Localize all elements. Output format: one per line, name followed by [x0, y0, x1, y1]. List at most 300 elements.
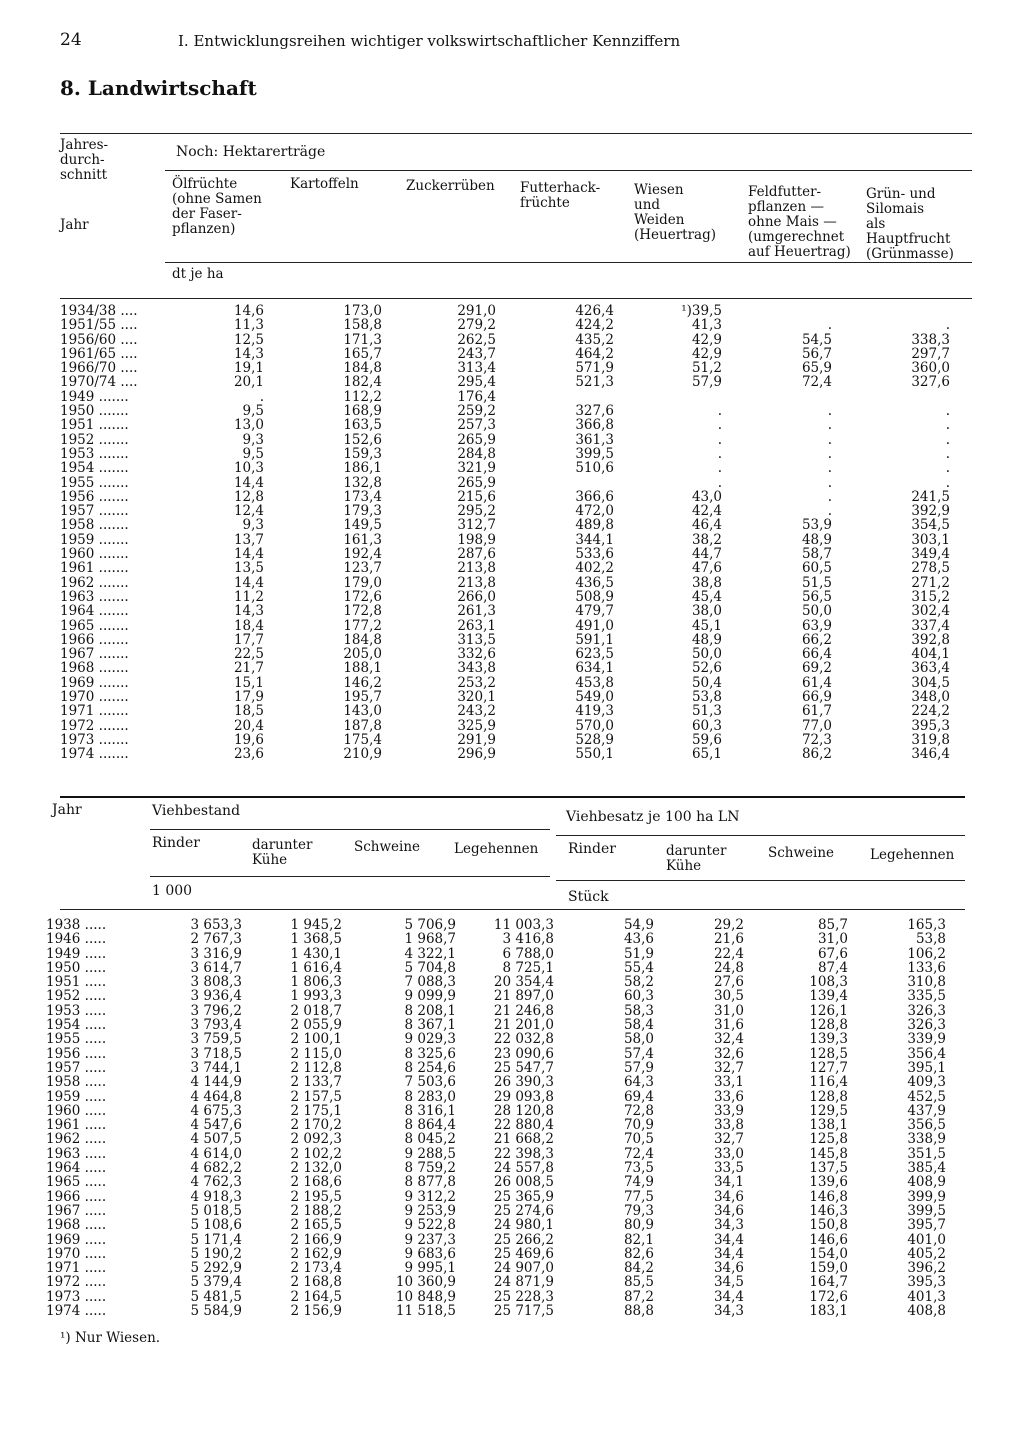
- cell-oelfruechte: 13,0: [233, 417, 264, 434]
- cell-kuehe-ha: 31,0: [713, 1002, 744, 1019]
- cell-kuehe: 2 132,0: [290, 1160, 342, 1177]
- table-row: [46, 1175, 966, 1189]
- table-row: [60, 690, 972, 704]
- cell-zuckerrueben: 253,2: [457, 674, 496, 691]
- table-row: [60, 476, 972, 490]
- row-year: 1973 .......: [60, 731, 129, 748]
- cell-oelfruechte: 12,5: [233, 331, 264, 348]
- cell-zuckerrueben: 198,9: [457, 531, 496, 548]
- cell-oelfruechte: 14,6: [233, 303, 264, 319]
- cell-zuckerrueben: 295,4: [457, 374, 496, 391]
- row-year: 1964 .......: [60, 603, 129, 620]
- cell-wiesen: 46,4: [691, 517, 722, 534]
- cell-kuehe: 2 156,9: [290, 1303, 342, 1320]
- cell-schweine: 9 683,6: [404, 1245, 456, 1262]
- row-year: 1962 .....: [46, 1131, 107, 1148]
- row-year: 1960 .....: [46, 1102, 107, 1119]
- cell-rinder-ha: 54,9: [623, 917, 654, 933]
- cell-feldfutter: 50,0: [801, 603, 832, 620]
- table-row: [60, 590, 972, 604]
- cell-gruenmais: 392,9: [911, 503, 950, 520]
- cell-kuehe: 2 168,6: [290, 1174, 342, 1191]
- cell-schweine-ha: 159,0: [809, 1260, 848, 1277]
- cell-rinder: 5 481,5: [190, 1288, 242, 1305]
- row-year: 1955 .....: [46, 1031, 107, 1048]
- cell-rinder: 5 190,2: [190, 1245, 242, 1262]
- cell-zuckerrueben: 266,0: [457, 588, 496, 605]
- cell-zuckerrueben: 213,8: [457, 574, 496, 591]
- cell-feldfutter: 66,4: [801, 646, 832, 663]
- cell-futterhackfruechte: 570,0: [575, 717, 614, 734]
- cell-kuehe-ha: 34,3: [713, 1303, 744, 1320]
- cell-rinder: 4 507,5: [190, 1131, 242, 1148]
- cell-rinder: 5 018,5: [190, 1202, 242, 1219]
- cell-wiesen: 65,1: [691, 746, 722, 763]
- cell-kuehe: 2 157,5: [290, 1088, 342, 1105]
- cell-rinder: 3 614,7: [190, 959, 242, 976]
- cell-wiesen: 47,6: [691, 560, 722, 577]
- cell-feldfutter: .: [827, 317, 832, 334]
- cell-schweine-ha: 108,3: [809, 974, 848, 991]
- cell-futterhackfruechte: 634,1: [575, 660, 614, 677]
- table-row: [46, 1061, 966, 1075]
- table-row: [46, 932, 966, 946]
- cell-schweine: 10 360,9: [395, 1274, 456, 1291]
- table-row: [60, 704, 972, 718]
- table1-col-kartoffeln: Kartoffeln: [290, 176, 359, 192]
- cell-kuehe: 2 133,7: [290, 1074, 342, 1091]
- cell-futterhackfruechte: 491,0: [575, 617, 614, 634]
- cell-schweine-ha: 128,8: [809, 1088, 848, 1105]
- row-year: 1957 .....: [46, 1059, 107, 1076]
- cell-schweine: 8 877,8: [404, 1174, 456, 1191]
- cell-rinder: 3 793,4: [190, 1017, 242, 1034]
- cell-gruenmais: 349,4: [911, 546, 950, 563]
- cell-wiesen: 42,9: [691, 331, 722, 348]
- cell-zuckerrueben: 295,2: [457, 503, 496, 520]
- cell-gruenmais: 392,8: [911, 631, 950, 648]
- cell-schweine-ha: 139,4: [809, 988, 848, 1005]
- table-row: [46, 918, 966, 932]
- cell-schweine-ha: 129,5: [809, 1102, 848, 1119]
- cell-kartoffeln: 173,4: [343, 488, 382, 505]
- cell-rinder-ha: 58,3: [623, 1002, 654, 1019]
- table2-col-rinder: Rinder: [152, 835, 200, 851]
- cell-wiesen: 53,8: [691, 689, 722, 706]
- table-row: [46, 1147, 966, 1161]
- cell-oelfruechte: 15,1: [233, 674, 264, 691]
- cell-schweine-ha: 137,5: [809, 1160, 848, 1177]
- cell-zuckerrueben: 262,5: [457, 331, 496, 348]
- cell-oelfruechte: 10,3: [233, 460, 264, 477]
- cell-legehennen: 28 120,8: [493, 1102, 554, 1119]
- table-row: [46, 961, 966, 975]
- table-row: [46, 1304, 966, 1318]
- table1-group-rule: [165, 170, 972, 171]
- cell-kuehe: 2 115,0: [290, 1045, 342, 1062]
- cell-rinder-ha: 72,8: [623, 1102, 654, 1119]
- cell-futterhackfruechte: 366,6: [575, 488, 614, 505]
- cell-feldfutter: .: [827, 488, 832, 505]
- cell-kuehe: 1 616,4: [290, 959, 342, 976]
- table-row: [60, 375, 972, 389]
- cell-kartoffeln: 179,0: [343, 574, 382, 591]
- cell-rinder: 3 796,2: [190, 1002, 242, 1019]
- table-row: [46, 1161, 966, 1175]
- cell-rinder-ha: 87,2: [623, 1288, 654, 1305]
- cell-rinder: 3 718,5: [190, 1045, 242, 1062]
- cell-kuehe-ha: 33,5: [713, 1160, 744, 1177]
- cell-schweine-ha: 128,8: [809, 1017, 848, 1034]
- cell-legehennen-ha: 326,3: [907, 1017, 946, 1034]
- cell-wiesen: .: [717, 460, 722, 477]
- cell-kartoffeln: 175,4: [343, 731, 382, 748]
- cell-wiesen: 42,4: [691, 503, 722, 520]
- row-year: 1934/38 ....: [60, 303, 138, 319]
- table-row: [46, 1275, 966, 1289]
- table1-col-feldfutter: Feldfutter- pflanzen — ohne Mais — (umgerechnet auf Heuertrag): [748, 184, 851, 260]
- cell-kartoffeln: 163,5: [343, 417, 382, 434]
- cell-kartoffeln: 184,8: [343, 360, 382, 377]
- cell-futterhackfruechte: 464,2: [575, 345, 614, 362]
- cell-feldfutter: 69,2: [801, 660, 832, 677]
- cell-schweine: 8 254,6: [404, 1059, 456, 1076]
- row-year: 1972 .....: [46, 1274, 107, 1291]
- table-row: [46, 1261, 966, 1275]
- cell-kuehe: 2 166,9: [290, 1231, 342, 1248]
- cell-kartoffeln: 168,9: [343, 403, 382, 420]
- table2-unit-rule-left: [150, 876, 550, 877]
- cell-rinder: 4 682,2: [190, 1160, 242, 1177]
- table-row: [60, 719, 972, 733]
- cell-rinder-ha: 58,2: [623, 974, 654, 991]
- cell-legehennen-ha: 339,9: [907, 1031, 946, 1048]
- cell-schweine-ha: 183,1: [809, 1303, 848, 1320]
- cell-schweine-ha: 146,6: [809, 1231, 848, 1248]
- row-year: 1963 .....: [46, 1145, 107, 1162]
- table-row: [60, 390, 972, 404]
- cell-rinder: 5 379,4: [190, 1274, 242, 1291]
- cell-legehennen: 21 668,2: [493, 1131, 554, 1148]
- cell-kartoffeln: 182,4: [343, 374, 382, 391]
- table2-col-kuehe: darunter Kühe: [252, 837, 313, 868]
- cell-kartoffeln: 187,8: [343, 717, 382, 734]
- cell-feldfutter: 66,2: [801, 631, 832, 648]
- cell-schweine-ha: 146,3: [809, 1202, 848, 1219]
- cell-feldfutter: 54,5: [801, 331, 832, 348]
- cell-legehennen: 21 246,8: [493, 1002, 554, 1019]
- cell-legehennen: 21 897,0: [493, 988, 554, 1005]
- table-row: [46, 1104, 966, 1118]
- cell-futterhackfruechte: 453,8: [575, 674, 614, 691]
- cell-schweine-ha: 139,6: [809, 1174, 848, 1191]
- cell-feldfutter: 72,3: [801, 731, 832, 748]
- cell-rinder-ha: 70,9: [623, 1117, 654, 1134]
- row-year: 1949 .....: [46, 945, 107, 962]
- row-year: 1949 .......: [60, 388, 129, 405]
- row-year: 1958 .....: [46, 1074, 107, 1091]
- table-row: [46, 1190, 966, 1204]
- cell-legehennen: 26 008,5: [493, 1174, 554, 1191]
- table2-body-rule: [60, 909, 965, 910]
- cell-schweine-ha: 67,6: [817, 945, 848, 962]
- cell-wiesen: 57,9: [691, 374, 722, 391]
- cell-rinder: 4 464,8: [190, 1088, 242, 1105]
- cell-rinder: 5 108,6: [190, 1217, 242, 1234]
- cell-legehennen-ha: 396,2: [907, 1260, 946, 1277]
- table2-group-viehbestand: Viehbestand: [152, 803, 241, 819]
- cell-legehennen-ha: 437,9: [907, 1102, 946, 1119]
- row-year: 1974 .......: [60, 746, 129, 763]
- row-year: 1973 .....: [46, 1288, 107, 1305]
- table-row: [46, 989, 966, 1003]
- table2-group-rule-right: [556, 835, 965, 836]
- cell-kartoffeln: 123,7: [343, 560, 382, 577]
- row-year: 1950 .....: [46, 959, 107, 976]
- table-row: [60, 633, 972, 647]
- table-row: [60, 318, 972, 332]
- cell-zuckerrueben: 261,3: [457, 603, 496, 620]
- cell-oelfruechte: 11,3: [233, 317, 264, 334]
- cell-schweine: 11 518,5: [395, 1303, 456, 1320]
- table-row: [46, 1118, 966, 1132]
- row-year: 1972 .......: [60, 717, 129, 734]
- cell-wiesen: 41,3: [691, 317, 722, 334]
- cell-gruenmais: 348,0: [911, 689, 950, 706]
- row-year: 1961 .......: [60, 560, 129, 577]
- table2-col-legehennen: Legehennen: [454, 841, 539, 857]
- cell-futterhackfruechte: 479,7: [575, 603, 614, 620]
- cell-legehennen-ha: 356,5: [907, 1117, 946, 1134]
- cell-zuckerrueben: 343,8: [457, 660, 496, 677]
- cell-futterhackfruechte: 623,5: [575, 646, 614, 663]
- table2-col-schweine: Schweine: [354, 839, 421, 855]
- cell-schweine-ha: 150,8: [809, 1217, 848, 1234]
- row-year: 1956 .....: [46, 1045, 107, 1062]
- cell-oelfruechte: 18,4: [233, 617, 264, 634]
- cell-rinder: 5 292,9: [190, 1260, 242, 1277]
- cell-schweine: 8 208,1: [404, 1002, 456, 1019]
- cell-feldfutter: .: [827, 474, 832, 491]
- row-year: 1974 .....: [46, 1303, 107, 1320]
- table2-unit-rule-right: [556, 880, 965, 881]
- cell-gruenmais: 302,4: [911, 603, 950, 620]
- cell-schweine: 7 503,6: [404, 1074, 456, 1091]
- cell-kartoffeln: 179,3: [343, 503, 382, 520]
- row-year: 1966/70 ....: [60, 360, 138, 377]
- cell-kuehe: 1 993,3: [290, 988, 342, 1005]
- cell-legehennen-ha: 452,5: [907, 1088, 946, 1105]
- cell-wiesen: 59,6: [691, 731, 722, 748]
- table-row: [60, 404, 972, 418]
- cell-rinder: 3 653,3: [190, 917, 242, 933]
- cell-feldfutter: 65,9: [801, 360, 832, 377]
- cell-schweine: 10 848,9: [395, 1288, 456, 1305]
- cell-schweine: 4 322,1: [404, 945, 456, 962]
- cell-oelfruechte: 19,6: [233, 731, 264, 748]
- cell-rinder: 4 762,3: [190, 1174, 242, 1191]
- cell-futterhackfruechte: 366,8: [575, 417, 614, 434]
- cell-schweine: 8 367,1: [404, 1017, 456, 1034]
- cell-oelfruechte: 9,5: [242, 403, 264, 420]
- table-row: [46, 1132, 966, 1146]
- cell-zuckerrueben: 265,9: [457, 474, 496, 491]
- cell-rinder-ha: 58,4: [623, 1017, 654, 1034]
- cell-oelfruechte: 23,6: [233, 746, 264, 763]
- table1-col-futterhackfruechte: Futterhack- früchte: [520, 180, 601, 211]
- cell-legehennen-ha: 405,2: [907, 1245, 946, 1262]
- cell-rinder-ha: 55,4: [623, 959, 654, 976]
- cell-kuehe-ha: 34,5: [713, 1274, 744, 1291]
- row-year: 1970/74 ....: [60, 374, 138, 391]
- cell-kuehe: 1 430,1: [290, 945, 342, 962]
- table1-col-gruenmais: Grün- und Silomais als Hauptfrucht (Grünmasse): [866, 186, 954, 262]
- footnote: ¹) Nur Wiesen.: [60, 1330, 161, 1346]
- cell-oelfruechte: 21,7: [233, 660, 264, 677]
- cell-oelfruechte: 18,5: [233, 703, 264, 720]
- table1-stub-header: Jahres- durch- schnitt: [60, 137, 109, 183]
- row-year: 1952 .......: [60, 431, 129, 448]
- row-year: 1969 .....: [46, 1231, 107, 1248]
- cell-schweine-ha: 128,5: [809, 1045, 848, 1062]
- table-row: [46, 1247, 966, 1261]
- table-row: [60, 304, 972, 318]
- row-year: 1958 .......: [60, 517, 129, 534]
- cell-legehennen: 25 274,6: [493, 1202, 554, 1219]
- table2-col-kuehe-ha: darunter Kühe: [666, 843, 727, 874]
- cell-kuehe: 2 170,2: [290, 1117, 342, 1134]
- cell-schweine: 5 706,9: [404, 917, 456, 933]
- cell-oelfruechte: 20,4: [233, 717, 264, 734]
- cell-wiesen: .: [717, 417, 722, 434]
- cell-rinder-ha: 82,1: [623, 1231, 654, 1248]
- cell-legehennen-ha: 53,8: [915, 931, 946, 948]
- row-year: 1966 .....: [46, 1188, 107, 1205]
- row-year: 1970 .....: [46, 1245, 107, 1262]
- cell-schweine: 8 325,6: [404, 1045, 456, 1062]
- page-number: 24: [60, 30, 82, 50]
- cell-schweine: 9 312,2: [404, 1188, 456, 1205]
- cell-legehennen: 25 547,7: [493, 1059, 554, 1076]
- cell-feldfutter: 86,2: [801, 746, 832, 763]
- cell-schweine-ha: 116,4: [809, 1074, 848, 1091]
- cell-futterhackfruechte: 361,3: [575, 431, 614, 448]
- table1-body: [60, 304, 972, 762]
- table-row: [46, 1290, 966, 1304]
- cell-wiesen: 50,0: [691, 646, 722, 663]
- cell-rinder-ha: 72,4: [623, 1145, 654, 1162]
- cell-oelfruechte: 20,1: [233, 374, 264, 391]
- table2-group-viehbesatz: Viehbesatz je 100 ha LN: [566, 809, 740, 825]
- cell-kuehe-ha: 33,6: [713, 1088, 744, 1105]
- cell-legehennen-ha: 338,9: [907, 1131, 946, 1148]
- row-year: 1946 .....: [46, 931, 107, 948]
- cell-kartoffeln: 149,5: [343, 517, 382, 534]
- cell-rinder-ha: 88,8: [623, 1303, 654, 1320]
- table2-col-legehennen-ha: Legehennen: [870, 847, 955, 863]
- cell-wiesen: 38,2: [691, 531, 722, 548]
- table-row: [46, 1018, 966, 1032]
- row-year: 1938 .....: [46, 917, 107, 933]
- cell-rinder-ha: 84,2: [623, 1260, 654, 1277]
- cell-futterhackfruechte: 327,6: [575, 403, 614, 420]
- cell-oelfruechte: 17,7: [233, 631, 264, 648]
- cell-schweine: 7 088,3: [404, 974, 456, 991]
- cell-legehennen-ha: 408,8: [907, 1303, 946, 1320]
- cell-kuehe-ha: 31,6: [713, 1017, 744, 1034]
- cell-legehennen-ha: 409,3: [907, 1074, 946, 1091]
- table-row: [60, 361, 972, 375]
- cell-wiesen: 51,3: [691, 703, 722, 720]
- cell-schweine-ha: 87,4: [817, 959, 848, 976]
- cell-kuehe: 2 195,5: [290, 1188, 342, 1205]
- cell-legehennen: 22 032,8: [493, 1031, 554, 1048]
- cell-wiesen: .: [717, 431, 722, 448]
- cell-kuehe: 1 806,3: [290, 974, 342, 991]
- row-year: 1953 .....: [46, 1002, 107, 1019]
- cell-wiesen: 52,6: [691, 660, 722, 677]
- cell-schweine: 9 522,8: [404, 1217, 456, 1234]
- table-row: [46, 975, 966, 989]
- cell-feldfutter: .: [827, 460, 832, 477]
- row-year: 1959 .....: [46, 1088, 107, 1105]
- cell-kartoffeln: 173,0: [343, 303, 382, 319]
- cell-wiesen: 60,3: [691, 717, 722, 734]
- cell-rinder: 5 584,9: [190, 1303, 242, 1320]
- cell-rinder: 3 759,5: [190, 1031, 242, 1048]
- cell-gruenmais: 278,5: [911, 560, 950, 577]
- cell-kuehe-ha: 33,8: [713, 1117, 744, 1134]
- cell-legehennen: 25 228,3: [493, 1288, 554, 1305]
- row-year: 1951/55 ....: [60, 317, 138, 334]
- cell-kuehe-ha: 22,4: [713, 945, 744, 962]
- cell-gruenmais: 395,3: [911, 717, 950, 734]
- cell-zuckerrueben: 279,2: [457, 317, 496, 334]
- cell-legehennen: 24 907,0: [493, 1260, 554, 1277]
- cell-schweine: 9 253,9: [404, 1202, 456, 1219]
- cell-legehennen-ha: 408,9: [907, 1174, 946, 1191]
- table1-top-rule: [60, 133, 972, 134]
- cell-futterhackfruechte: 489,8: [575, 517, 614, 534]
- cell-kuehe-ha: 30,5: [713, 988, 744, 1005]
- table-row: [60, 547, 972, 561]
- cell-gruenmais: 304,5: [911, 674, 950, 691]
- cell-futterhackfruechte: 435,2: [575, 331, 614, 348]
- table1-group-header: Noch: Hektarerträge: [176, 144, 326, 160]
- cell-schweine-ha: 154,0: [809, 1245, 848, 1262]
- cell-schweine: 5 704,8: [404, 959, 456, 976]
- cell-gruenmais: 224,2: [911, 703, 950, 720]
- cell-feldfutter: 60,5: [801, 560, 832, 577]
- row-year: 1951 .....: [46, 974, 107, 991]
- cell-rinder-ha: 43,6: [623, 931, 654, 948]
- cell-rinder-ha: 57,9: [623, 1059, 654, 1076]
- cell-schweine: 9 237,3: [404, 1231, 456, 1248]
- cell-futterhackfruechte: 549,0: [575, 689, 614, 706]
- cell-oelfruechte: 14,4: [233, 574, 264, 591]
- cell-legehennen-ha: 356,4: [907, 1045, 946, 1062]
- cell-kartoffeln: 184,8: [343, 631, 382, 648]
- cell-kartoffeln: 152,6: [343, 431, 382, 448]
- row-year: 1959 .......: [60, 531, 129, 548]
- cell-rinder: 4 547,6: [190, 1117, 242, 1134]
- cell-gruenmais: 404,1: [911, 646, 950, 663]
- cell-gruenmais: 354,5: [911, 517, 950, 534]
- cell-zuckerrueben: 312,7: [457, 517, 496, 534]
- cell-feldfutter: .: [827, 431, 832, 448]
- cell-legehennen: 25 365,9: [493, 1188, 554, 1205]
- cell-kuehe-ha: 32,7: [713, 1131, 744, 1148]
